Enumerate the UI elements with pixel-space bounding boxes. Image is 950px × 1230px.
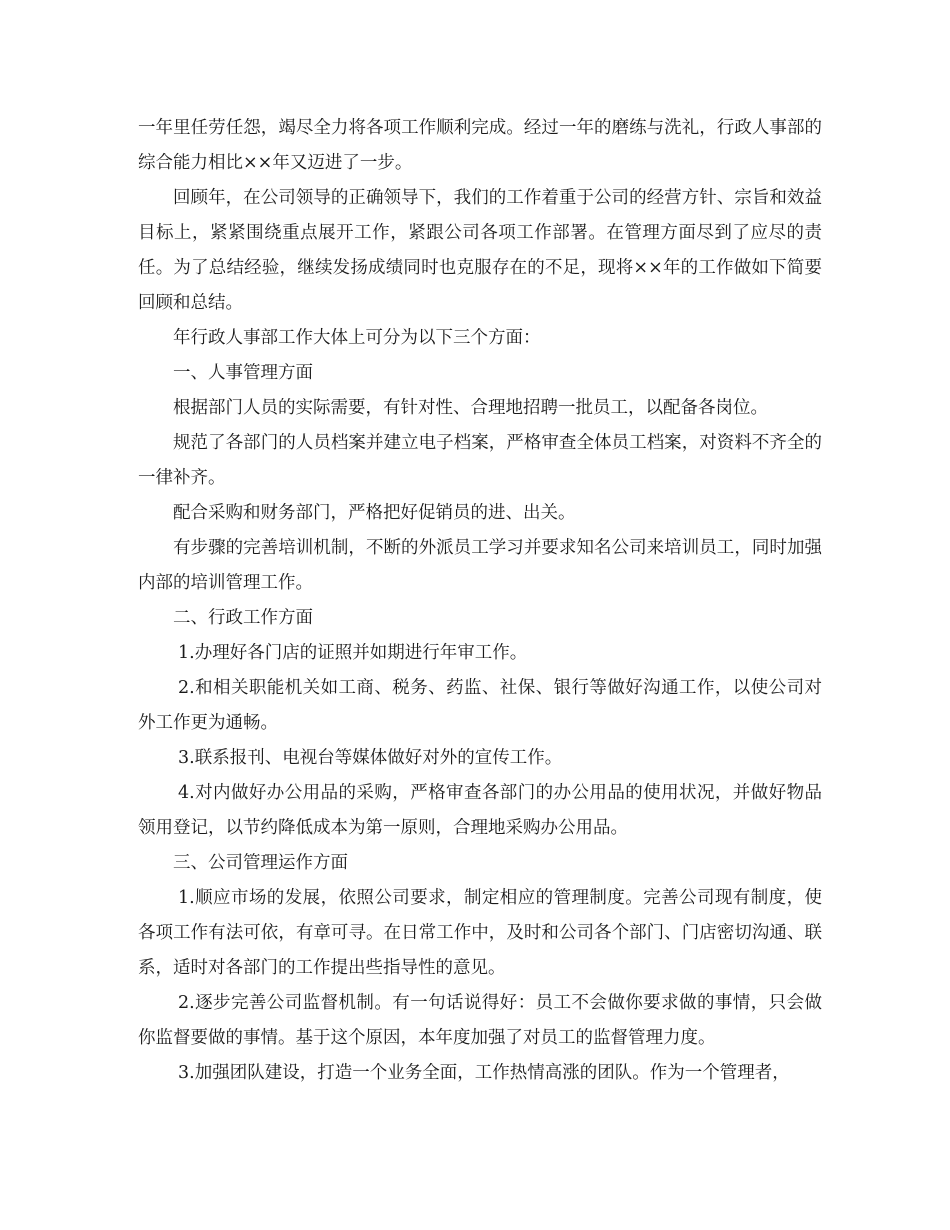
document-body <box>138 111 822 1091</box>
paragraph-intro: 一年里任劳任怨，竭尽全力将各项工作顺利完成。经过一年的磨练与洗礼，行政人事部的综合能力相比××年又迈进了一步。 <box>138 118 822 173</box>
list-item-admin-1: 1.办理好各门店的证照并如期进行年审工作。 <box>178 643 528 663</box>
section-heading-hr: 一、人事管理方面 <box>173 363 313 383</box>
list-item-admin-4: 4.对内做好办公用品的采购，严格审查各部门的办公用品的使用状况，并做好物品领用登记，以节约降低成本为第一原则，合理地采购办公用品。 <box>138 783 822 838</box>
list-item-management-2: 2.逐步完善公司监督机制。有一句话说得好：员工不会做你要求做的事情，只会做你监督要做的事情。基于这个原因，本年度加强了对员工的监督管理力度。 <box>138 993 822 1048</box>
paragraph-training: 有步骤的完善培训机制，不断的外派员工学习并要求知名公司来培训员工，同时加强内部的培训管理工作。 <box>138 538 822 593</box>
paragraph-overview: 年行政人事部工作大体上可分为以下三个方面： <box>173 328 541 348</box>
list-item-admin-2: 2.和相关职能机关如工商、税务、药监、社保、银行等做好沟通工作，以使公司对外工作更为通畅。 <box>138 678 822 733</box>
paragraph-promoters: 配合采购和财务部门，严格把好促销员的进、出关。 <box>173 503 576 523</box>
list-item-management-1: 1.顺应市场的发展，依照公司要求，制定相应的管理制度。完善公司现有制度，使各项工作有法可依，有章可寻。在日常工作中，及时和公司各个部门、门店密切沟通、联系，适时对各部门的工作提出些指导性的意见。 <box>138 888 822 978</box>
paragraph-review: 回顾年，在公司领导的正确领导下，我们的工作着重于公司的经营方针、宗旨和效益目标上，紧紧围绕重点展开工作，紧跟公司各项工作部署。在管理方面尽到了应尽的责任。为了总结经验，继续发扬成绩同时也克服存在的不足，现将××年的工作做如下简要回顾和总结。 <box>138 188 822 313</box>
section-heading-management: 三、公司管理运作方面 <box>173 853 348 873</box>
paragraph-archives: 规范了各部门的人员档案并建立电子档案，严格审查全体员工档案，对资料不齐全的一律补齐。 <box>138 433 822 488</box>
section-heading-admin: 二、行政工作方面 <box>173 608 313 628</box>
list-item-admin-3: 3.联系报刊、电视台等媒体做好对外的宣传工作。 <box>178 748 563 768</box>
paragraph-recruiting: 根据部门人员的实际需要，有针对性、合理地招聘一批员工，以配备各岗位。 <box>173 398 768 418</box>
list-item-management-3: 3.加强团队建设，打造一个业务全面，工作热情高涨的团队。作为一个管理者， <box>178 1063 790 1083</box>
